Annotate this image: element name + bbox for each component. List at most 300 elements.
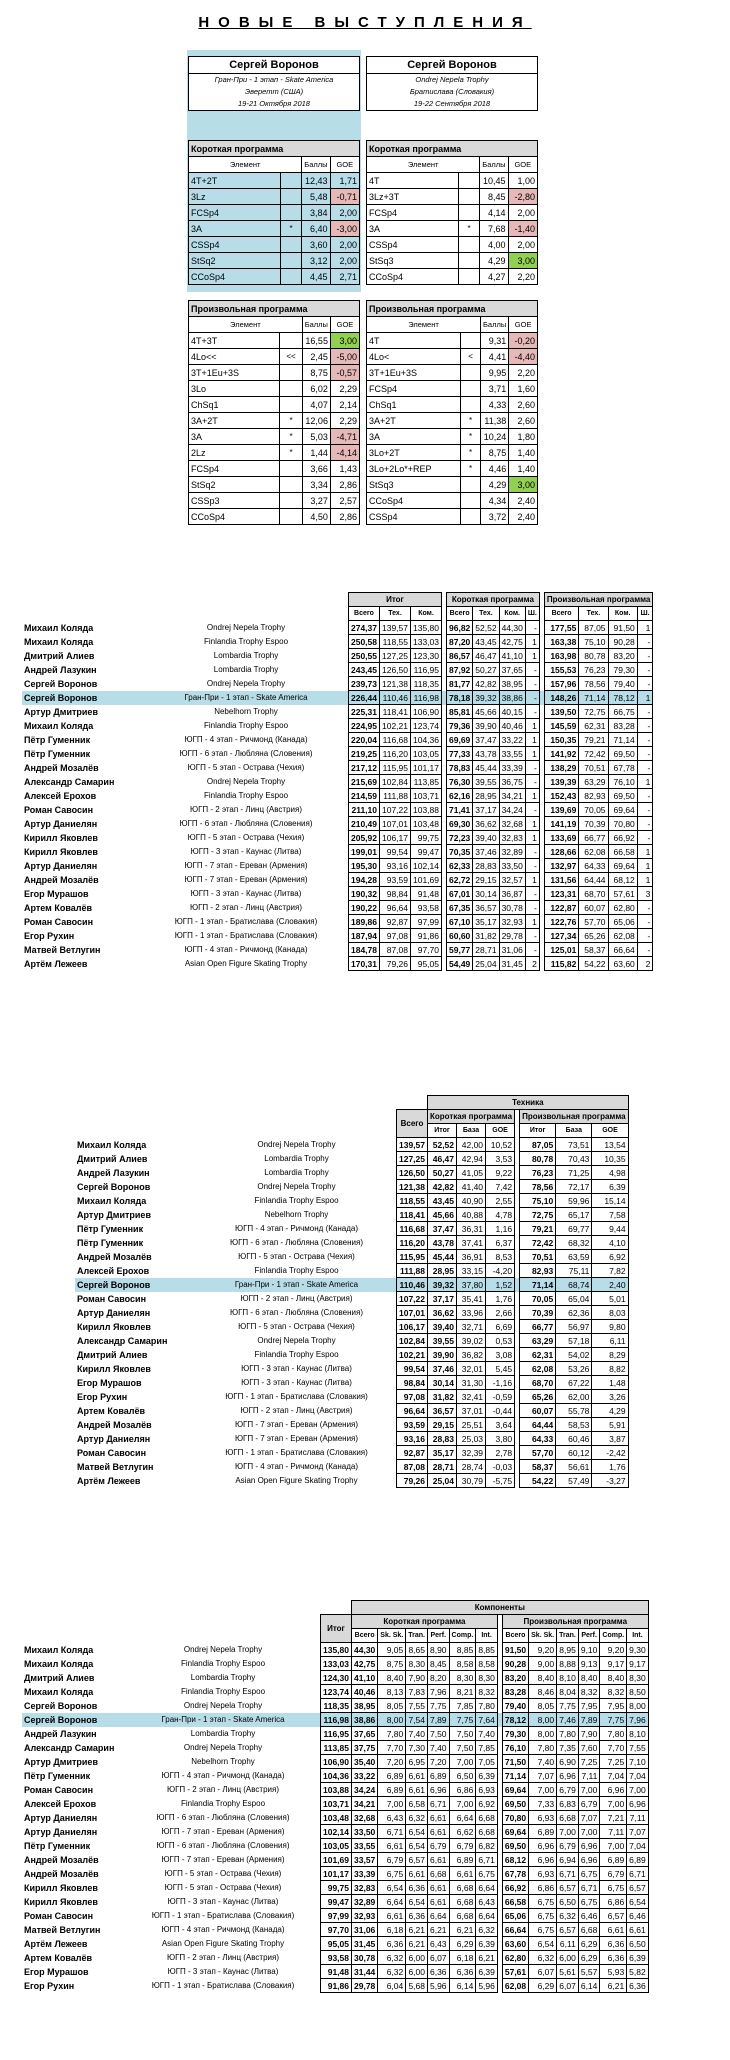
table-cell: 1 [525,789,539,803]
table-cell: 45,66 [473,705,499,719]
element-name: StSq2 [189,253,281,269]
table-cell: 6,37 [486,1236,515,1250]
table-cell: 107,22 [397,1292,428,1306]
element-row [367,237,538,253]
element-goe: 2,20 [508,269,537,285]
table-cell: 7,95 [578,1699,600,1713]
table-cell: 98,84 [380,887,411,901]
element-name: 3A+2T [189,413,280,429]
table-cell: 85,81 [447,705,473,719]
element-row [367,221,538,237]
table-cell: 97,70 [321,1923,352,1937]
table-cell: 87,08 [397,1460,428,1474]
table-cell: 6,68 [449,1881,476,1895]
table-cell: 6,36 [406,1881,428,1895]
header-short: Короткая программа [447,593,540,607]
table-row [75,1474,628,1488]
table-cell: - [637,929,653,943]
table-cell: 1 [637,621,653,635]
table-cell: 46,47 [473,649,499,663]
table-cell: 60,07 [520,1404,556,1418]
element-points: 9,31 [481,333,509,349]
table-cell: 37,65 [352,1727,378,1741]
table-cell: 7,90 [406,1671,428,1685]
element-goe: -2,80 [508,189,537,205]
skater-name: Кирилл Яковлев [77,1363,151,1374]
element-mark: * [461,445,481,461]
column-header: Sk. Sk. [529,1629,557,1643]
table-cell: 29,15 [428,1418,457,1432]
table-cell: 90,28 [502,1657,528,1671]
element-points: 4,50 [302,509,330,525]
table-row [22,719,653,733]
table-cell: 7,04 [627,1769,649,1783]
table-cell: 7,30 [406,1741,428,1755]
table-cell: 7,89 [427,1713,449,1727]
table-cell: 6,00 [406,1965,428,1979]
table-row [75,1264,628,1278]
element-points: 4,00 [480,237,508,253]
table-cell: 39,40 [473,831,499,845]
table-cell: 7,00 [578,1825,600,1839]
table-cell: 7,00 [627,1783,649,1797]
table-cell: 37,41 [457,1236,486,1250]
table-cell: 104,36 [411,733,442,747]
element-points: 4,29 [481,477,509,493]
table-cell: 32,68 [499,817,525,831]
element-name: CCoSp4 [367,269,459,285]
column-header: Итог [428,1124,457,1138]
element-row [367,253,538,269]
table-cell: 99,54 [397,1362,428,1376]
table-row [22,803,653,817]
table-cell: 6,89 [378,1783,406,1797]
table-cell: 6,79 [578,1797,600,1811]
table-cell: 5,96 [476,1979,498,1993]
competition-name: ЮГП - 3 этап - Каунас (Литва) [190,847,302,856]
table-cell: 8,90 [427,1643,449,1657]
column-header: Всего [502,1629,528,1643]
element-row [189,381,360,397]
table-cell: 43,78 [428,1236,457,1250]
table-cell: 39,90 [473,719,499,733]
table-cell: 91,50 [502,1643,528,1657]
table-cell: 57,70 [520,1446,556,1460]
element-name: ChSq1 [367,397,461,413]
table-cell: 8,82 [592,1362,628,1376]
table-cell: 6,39 [476,1965,498,1979]
table-cell: 6,29 [529,1979,557,1993]
table-cell: 37,46 [473,845,499,859]
table-cell: 7,50 [449,1727,476,1741]
table-cell: 36,62 [473,817,499,831]
skater-name: Андрей Мозалёв [24,1854,99,1865]
table-cell: - [525,943,539,957]
table-cell: 5,96 [427,1979,449,1993]
element-row [367,461,538,477]
skater-name: Алексей Ерохов [24,790,97,801]
element-mark [280,189,302,205]
table-cell: 34,21 [352,1797,378,1811]
table-cell: 33,15 [457,1264,486,1278]
table-cell: 6,32 [476,1923,498,1937]
element-points: 3,12 [302,253,330,269]
table-cell: 79,26 [397,1474,428,1488]
table-cell: 106,17 [380,831,411,845]
table-row [22,649,653,663]
table-cell: 72,23 [447,831,473,845]
table-cell: 7,80 [600,1727,627,1741]
table-cell: 98,84 [397,1376,428,1390]
table-cell: 0,53 [486,1334,515,1348]
table-cell: 6,21 [449,1923,476,1937]
table-cell: 9,13 [578,1657,600,1671]
table-cell: 62,80 [502,1951,528,1965]
table-cell: 116,98 [321,1713,352,1727]
table-cell: 38,86 [352,1713,378,1727]
table-cell: 6,96 [529,1853,557,1867]
table-cell: 6,07 [557,1979,579,1993]
table-row [22,1713,648,1727]
table-cell: 91,48 [411,887,442,901]
table-cell: 116,20 [397,1236,428,1250]
table-cell: 7,80 [378,1727,406,1741]
skater-name: Артур Дмитриев [24,706,98,717]
header-blank [75,1124,397,1138]
table-cell: 6,32 [529,1951,557,1965]
table-cell: 57,49 [556,1474,592,1488]
column-header: Int. [627,1629,649,1643]
element-goe: -4,14 [330,445,359,461]
skater-name: Артем Ковалёв [24,902,92,913]
competition-name: ЮГП - 3 этап - Каунас (Литва) [190,889,302,898]
element-goe: 1,00 [508,173,537,189]
table-cell: 7,95 [600,1699,627,1713]
table-cell: 54,02 [556,1348,592,1362]
competition-name: Finlandia Trophy Espoo [203,791,289,800]
table-cell: 29,78 [352,1979,378,1993]
table-row [22,761,653,775]
skater-name: Дмитрий Алиев [77,1349,148,1360]
table-cell: 87,20 [447,635,473,649]
competition-name: ЮГП - 7 этап - Ереван (Армения) [161,1855,285,1864]
element-points: 4,27 [480,269,508,285]
table-cell: 67,78 [502,1867,528,1881]
table-cell: 116,98 [411,691,442,705]
table-row [22,1769,648,1783]
skater-name: Пётр Гуменник [77,1223,144,1234]
table-cell: 59,77 [447,943,473,957]
table-cell: 58,37 [520,1460,556,1474]
table-cell: 2,55 [486,1194,515,1208]
skater-name: Михаил Коляда [24,622,94,633]
element-goe: 1,60 [509,381,538,397]
table-row [22,1909,648,1923]
table-cell: 210,49 [349,817,380,831]
table-cell: 111,88 [380,789,411,803]
table-cell: 8,30 [449,1671,476,1685]
table-cell: 139,39 [544,775,578,789]
table-cell: 34,24 [499,803,525,817]
table-cell: 7,07 [627,1825,649,1839]
table-cell: 116,68 [380,733,411,747]
element-mark [458,269,480,285]
table-cell: 6,29 [578,1937,600,1951]
table-cell: 6,68 [557,1811,579,1825]
event-info-line: Братислава (Словакия) [409,87,495,96]
column-header: Ком. [499,607,525,621]
skater-name: Андрей Лазукин [24,664,97,675]
table-cell: 217,12 [349,761,380,775]
competition-name: ЮГП - 4 этап - Ричмонд (Канада) [161,1925,285,1934]
table-row [22,1643,648,1657]
table-cell: - [525,929,539,943]
element-name: 3Lo+2Lo*+REP [367,461,461,477]
element-name: CCoSp4 [189,269,281,285]
event-skater-name: Сергей Воронов [367,57,537,74]
table-cell: 7,80 [557,1727,579,1741]
element-mark [458,253,480,269]
column-header: Sk. Sk. [378,1629,406,1643]
table-cell: 83,20 [608,649,637,663]
table-row [75,1250,628,1264]
table-cell: 6,71 [378,1825,406,1839]
table-cell: 6,75 [578,1867,600,1881]
competition-name: ЮГП - 3 этап - Каунас (Литва) [241,1378,352,1387]
table-row [22,929,653,943]
table-cell: 1,48 [592,1376,628,1390]
table-cell: 30,14 [473,887,499,901]
table-cell: 99,75 [321,1881,352,1895]
table-cell: 6,18 [449,1951,476,1965]
header-blank [75,1096,397,1110]
table-cell: 91,48 [321,1965,352,1979]
element-mark [458,205,480,221]
table-cell: 66,58 [608,845,637,859]
table-cell: 6,89 [427,1769,449,1783]
column-header: GOE [486,1124,515,1138]
column-header: Элемент [367,317,481,333]
table-cell: 3,80 [486,1432,515,1446]
table-cell: 42,94 [457,1152,486,1166]
table-cell: - [637,761,653,775]
table-cell: 127,25 [380,649,411,663]
element-row [189,253,360,269]
table-cell: 220,04 [349,733,380,747]
element-points: 16,55 [302,333,330,349]
table-cell: 79,40 [502,1699,528,1713]
table-cell: 66,77 [520,1320,556,1334]
element-mark: * [280,445,302,461]
element-name: FCSp4 [189,461,280,477]
competition-name: Nebelhorn Trophy [264,1210,329,1219]
skater-name: Артем Ковалёв [24,1952,92,1963]
table-cell: 6,89 [378,1769,406,1783]
table-cell: 139,57 [397,1138,428,1152]
table-row [22,1853,648,1867]
table-cell: 87,05 [579,621,608,635]
skater-name: Артур Даниелян [24,1826,98,1837]
table-cell: 118,41 [397,1208,428,1222]
table-cell: 6,61 [406,1867,428,1881]
table-cell: 58,37 [579,943,608,957]
competition-name: Ondrej Nepela Trophy [183,1743,263,1752]
skater-name: Егор Рухин [77,1391,128,1402]
element-goe: 2,00 [330,205,359,221]
table-cell: 32,68 [352,1811,378,1825]
table-cell: 7,25 [600,1755,627,1769]
table-cell: 39,90 [428,1348,457,1362]
table-cell: 70,43 [556,1152,592,1166]
column-header: GOE [592,1124,628,1138]
element-goe: 2,00 [508,205,537,221]
column-header: Всего [349,607,380,621]
table-cell: 190,32 [349,887,380,901]
table-row [22,1937,648,1951]
table-cell: 6,21 [427,1923,449,1937]
table-cell: 70,05 [520,1292,556,1306]
element-mark [458,173,480,189]
table-cell: 6,95 [406,1755,428,1769]
table-row [75,1278,628,1292]
skater-name: Андрей Мозалёв [24,762,99,773]
table-cell: 7,89 [578,1713,600,1727]
table-cell: 7,11 [600,1825,627,1839]
competition-name: Nebelhorn Trophy [214,707,278,716]
table-cell: 6,07 [529,1965,557,1979]
table-cell: 8,30 [627,1671,649,1685]
element-mark [461,397,481,413]
table-cell: 95,05 [411,957,442,971]
table-cell: 101,17 [411,761,442,775]
competition-name: Finlandia Trophy Espoo [203,637,289,646]
table-cell: 35,40 [352,1755,378,1769]
table-cell: 93,16 [397,1432,428,1446]
table-row [22,1727,648,1741]
table-cell: 66,58 [502,1895,528,1909]
table-cell: 6,61 [427,1895,449,1909]
skater-name: Роман Савосин [77,1293,147,1304]
table-cell: 226,44 [349,691,380,705]
table-cell: 8,05 [529,1699,557,1713]
short-program-table [366,140,538,285]
table-cell: 31,30 [457,1376,486,1390]
table-row [22,943,653,957]
skater-name: Сергей Воронов [77,1181,151,1192]
element-goe: 2,29 [330,381,359,397]
table-cell: 9,00 [529,1657,557,1671]
table-cell: - [637,733,653,747]
table-row [75,1194,628,1208]
table-cell: 5,93 [600,1965,627,1979]
table-cell: 4,29 [592,1404,628,1418]
table-cell: 93,59 [397,1418,428,1432]
competition-name: Гран-При - 1 этап - Skate America [126,1713,321,1727]
table-cell: 40,46 [352,1685,378,1699]
table-row [22,775,653,789]
table-cell: 205,92 [349,831,380,845]
table-cell: 67,22 [556,1376,592,1390]
table-cell: 32,01 [457,1362,486,1376]
table-cell: 70,80 [502,1811,528,1825]
table-cell: 110,46 [397,1278,428,1292]
table-cell: 96,64 [397,1404,428,1418]
table-row [22,1741,648,1755]
element-row [367,349,538,365]
table-cell: 1 [525,649,539,663]
table-cell: 69,50 [608,747,637,761]
table-cell: 6,92 [476,1797,498,1811]
column-header: Ком. [608,607,637,621]
table-cell: 68,32 [556,1236,592,1250]
table-cell: 7,58 [592,1208,628,1222]
column-header: Элемент [189,317,303,333]
competition-name: Ondrej Nepela Trophy [206,623,286,632]
table-cell: 1 [525,719,539,733]
data-table [22,592,653,971]
skater-name: Пётр Гуменник [24,748,91,759]
table-cell: 39,02 [457,1334,486,1348]
table-cell: 7,60 [578,1741,600,1755]
element-points: 10,45 [480,173,508,189]
table-cell: 141,92 [544,747,578,761]
table-cell: 6,90 [557,1755,579,1769]
table-cell: 2,40 [592,1278,628,1292]
table-cell: 39,32 [473,691,499,705]
table-cell: 219,25 [349,747,380,761]
table-cell: 55,78 [556,1404,592,1418]
event-info-line: Ondrej Nepela Trophy [415,75,489,84]
table-cell: 2,66 [486,1306,515,1320]
table-cell: 80,78 [520,1152,556,1166]
element-mark [280,237,302,253]
table-cell: - [525,803,539,817]
table-cell: 6,46 [627,1909,649,1923]
table-cell: 6,14 [578,1979,600,1993]
element-goe: 2,40 [509,509,538,525]
table-cell: 102,84 [397,1334,428,1348]
competition-name: Finlandia Trophy Espoo [254,1350,339,1359]
element-name: 3T+1Eu+3S [189,365,280,381]
competition-name: ЮГП - 2 этап - Линц (Австрия) [190,903,302,912]
element-mark [280,381,302,397]
table-cell: 9,30 [627,1643,649,1657]
table-cell: 6,75 [578,1895,600,1909]
skater-name: Михаил Коляда [24,636,94,647]
table-cell: - [637,901,653,915]
element-mark [280,253,302,269]
table-cell: 8,13 [378,1685,406,1699]
table-cell: 6,61 [600,1923,627,1937]
table-cell: 131,56 [544,873,578,887]
header-short: Короткая программа [352,1615,498,1629]
table-cell: - [525,887,539,901]
table-cell: 6,11 [557,1937,579,1951]
table-cell: 45,44 [428,1250,457,1264]
table-cell: 8,03 [592,1306,628,1320]
competition-name: Finlandia Trophy Espoo [180,1659,266,1668]
skater-name: Егор Рухин [24,930,75,941]
table-cell: 239,73 [349,677,380,691]
table-cell: - [637,789,653,803]
table-cell: 64,44 [520,1418,556,1432]
competition-name: ЮГП - 7 этап - Ереван (Армения) [161,1827,285,1836]
table-row [22,957,653,971]
table-row [75,1348,628,1362]
table-cell: 128,66 [544,845,578,859]
competition-name: ЮГП - 4 этап - Ричмонд (Канада) [161,1771,285,1780]
table-cell: 7,75 [600,1713,627,1727]
